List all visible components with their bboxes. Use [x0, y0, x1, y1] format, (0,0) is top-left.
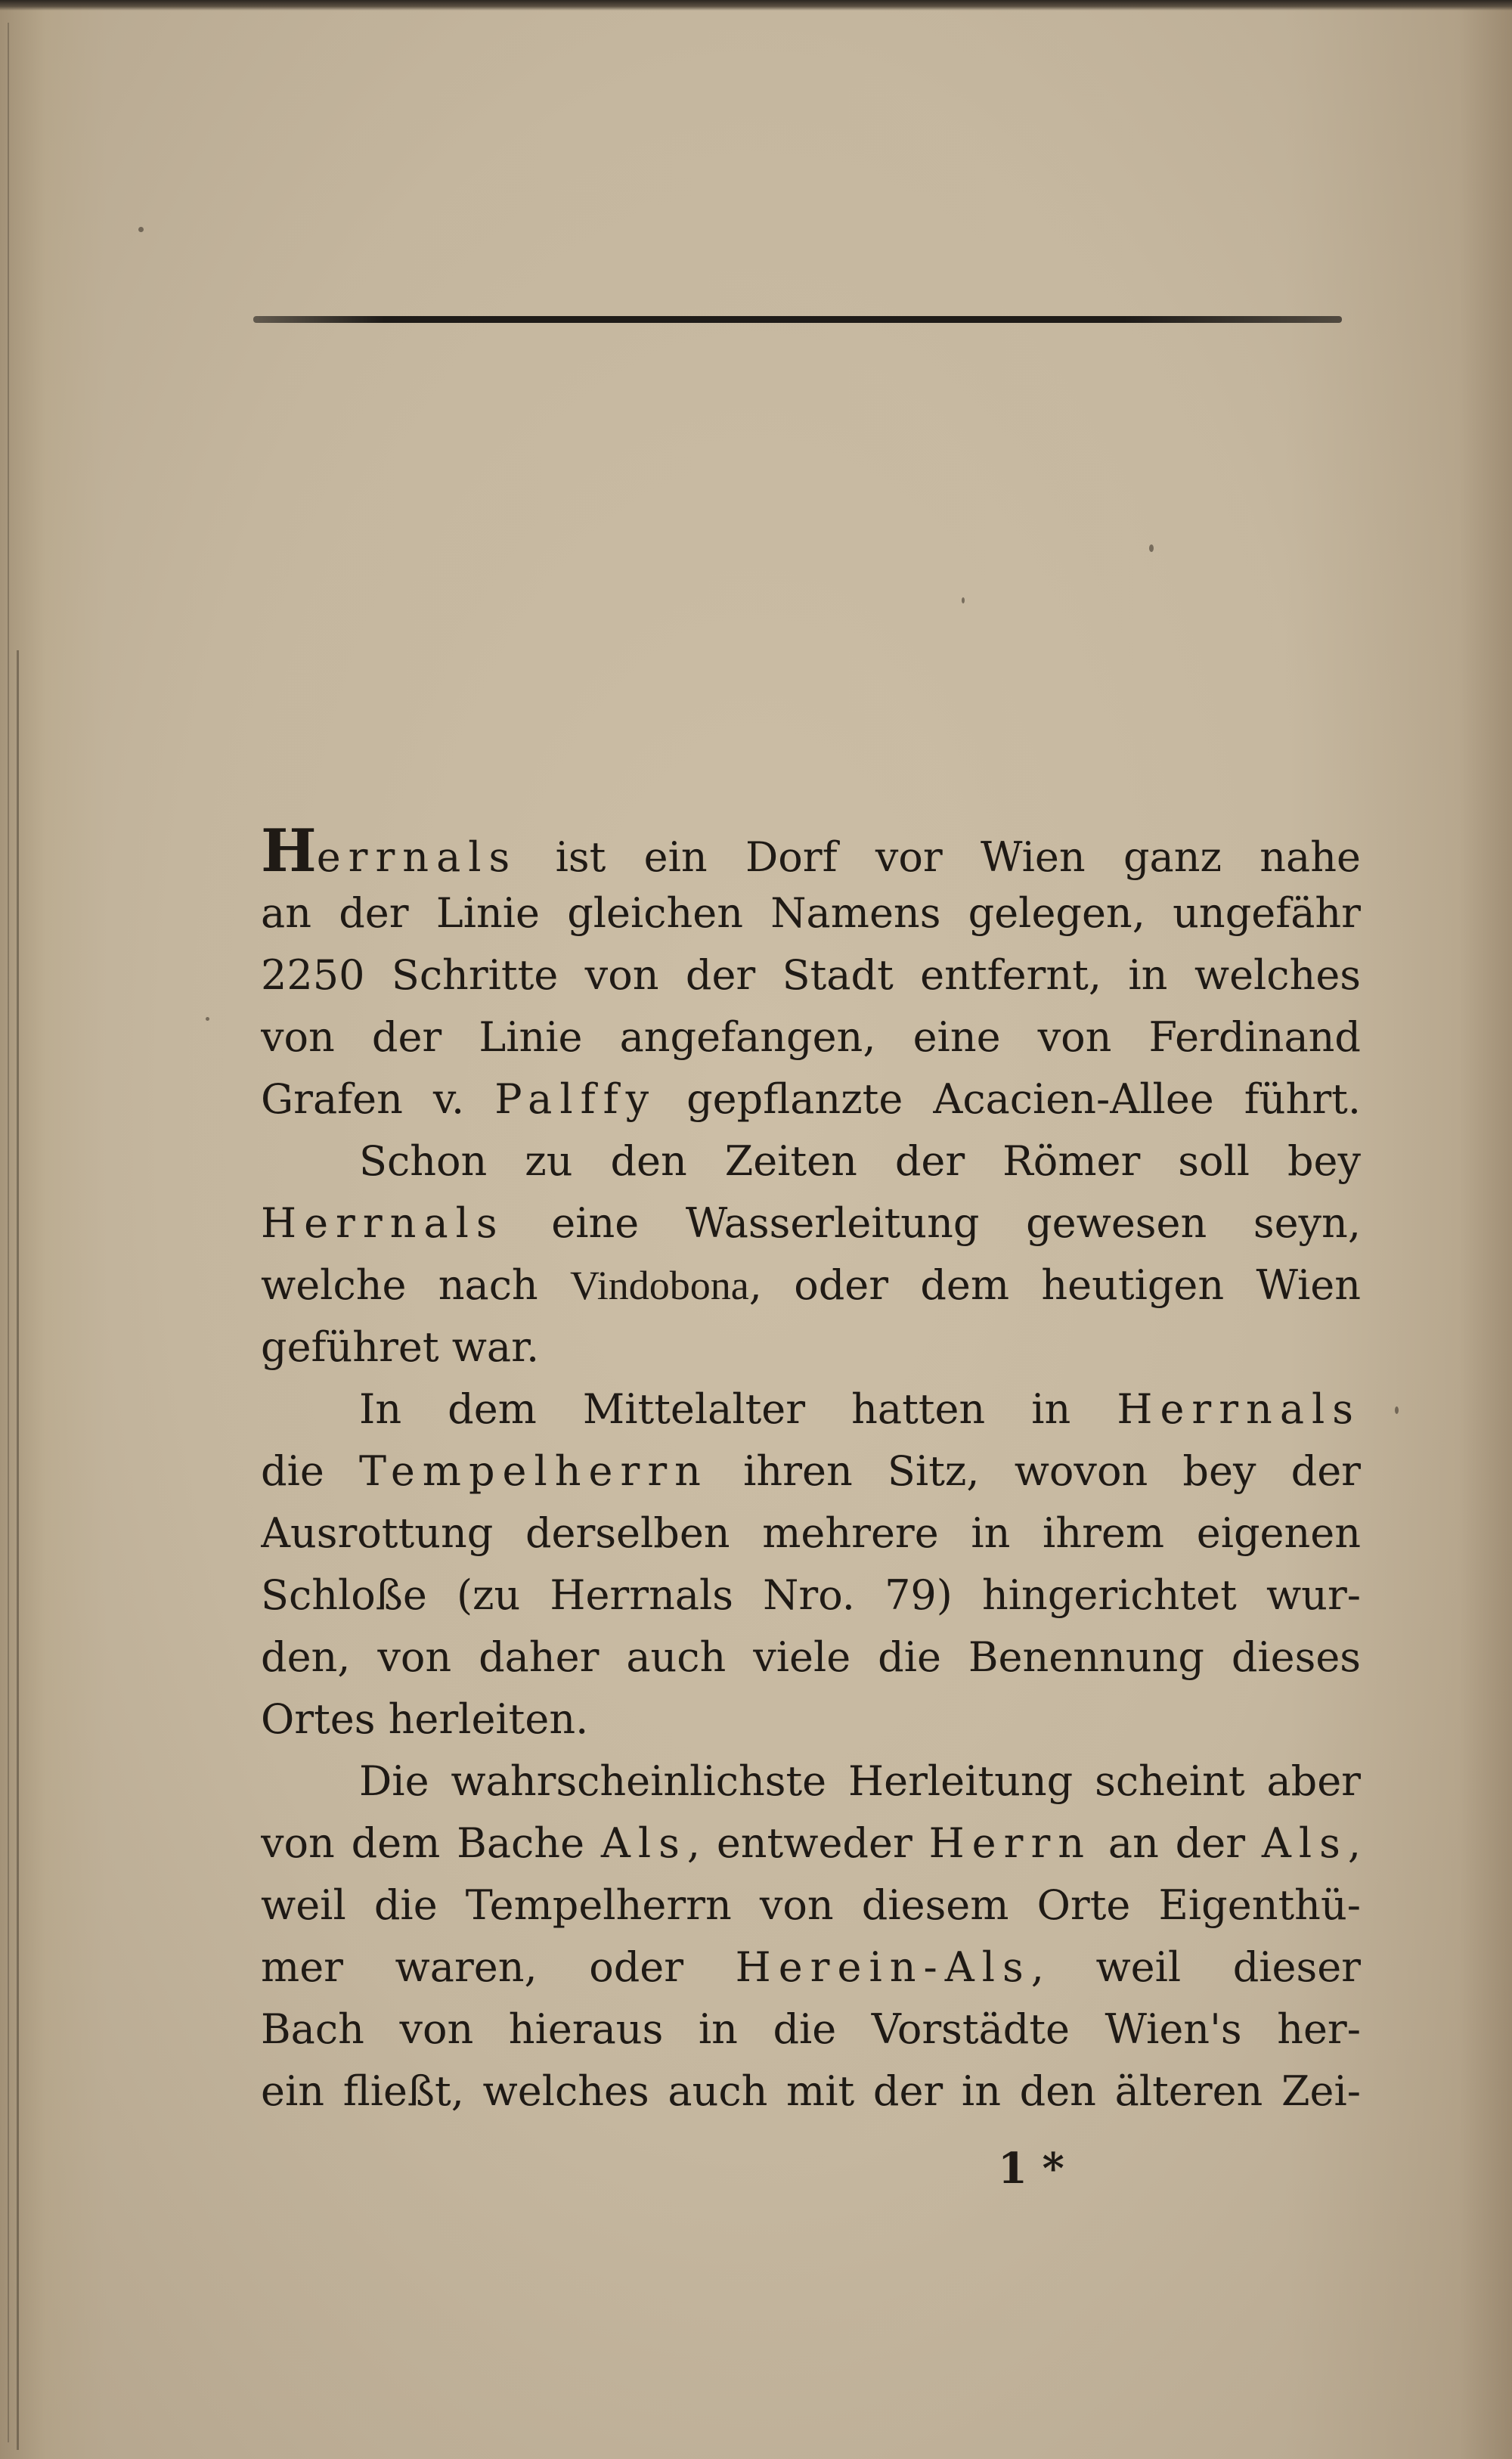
text-line — [261, 1192, 1361, 1254]
text-line — [261, 1812, 1361, 1874]
line-text: mer waren, oder — [261, 1943, 736, 1991]
text-line: den, von daher auch viele die Benennung dieses — [261, 1633, 1361, 1681]
text-line — [261, 1068, 1361, 1130]
line-text: ist ein Dorf vor Wien ganz nahe — [517, 833, 1361, 881]
text-line: an der Linie gleichen Namens gelegen, ungefähr — [261, 889, 1361, 937]
line-text: eine Wasserleitung gewesen seyn, — [504, 1199, 1361, 1247]
line-text: Grafen v. — [261, 1075, 495, 1123]
text-line: Schloße (zu Herrnals Nro. 79) hingerichtet wur- — [261, 1571, 1361, 1619]
header-rule — [253, 316, 1342, 323]
spaced-word: errnals — [316, 833, 518, 881]
initial-letter: H — [261, 820, 317, 882]
paper-speck — [962, 597, 965, 603]
line-text: an der — [1092, 1819, 1262, 1867]
paper-speck — [1395, 1406, 1399, 1414]
signature-mark: 1 * — [998, 2144, 1064, 2194]
text-line: geführet war. — [261, 1323, 540, 1371]
paper-speck — [206, 1017, 209, 1021]
line-text: gepflanzte Acacien-Allee führt. — [656, 1075, 1361, 1123]
line-text: , entweder — [686, 1819, 929, 1867]
latin-word: Vindobona — [570, 1263, 749, 1308]
text-line: ein fließt, welches auch mit der in den älteren Zei- — [261, 2067, 1361, 2115]
line-text: In dem Mittelalter hatten in — [359, 1385, 1117, 1433]
text-line — [261, 820, 1361, 882]
text-line: Die wahrscheinlichste Herleitung scheint aber — [359, 1757, 1361, 1805]
spaced-word: Als — [600, 1819, 687, 1867]
spaced-word: Herrnals — [261, 1199, 505, 1247]
text-line: 2250 Schritte von der Stadt entfernt, in welches — [261, 951, 1361, 999]
text-line — [261, 1937, 1361, 1999]
spaced-word: Herein-Als — [735, 1943, 1031, 1991]
paper-speck — [1149, 544, 1154, 552]
spaced-word: Als — [1261, 1819, 1348, 1867]
binding-edge — [8, 23, 9, 2442]
line-text: ihren Sitz, wovon bey der — [708, 1447, 1361, 1495]
spaced-word: Herrnals — [1117, 1385, 1361, 1433]
line-text: von dem Bache — [261, 1819, 601, 1867]
paper-speck — [138, 227, 144, 232]
line-text: welche nach — [261, 1261, 571, 1309]
margin-line — [17, 650, 19, 2450]
body-text — [261, 820, 1361, 2123]
line-text: , — [1347, 1819, 1361, 1867]
spaced-word: Tempelherrn — [359, 1447, 708, 1495]
text-line: Ausrottung derselben mehrere in ihrem eigenen — [261, 1509, 1361, 1557]
text-line — [261, 1378, 1361, 1440]
text-line: Bach von hieraus in die Vorstädte Wien's her- — [261, 2005, 1361, 2053]
text-line: von der Linie angefangen, eine von Ferdinand — [261, 1013, 1361, 1061]
text-line — [261, 1440, 1361, 1502]
text-line: Ortes herleiten. — [261, 1695, 589, 1743]
line-text: , oder dem heutigen Wien — [748, 1261, 1361, 1309]
spaced-word: Herrn — [928, 1819, 1092, 1867]
text-line: Schon zu den Zeiten der Römer soll bey — [359, 1137, 1361, 1185]
text-line — [261, 1254, 1361, 1316]
line-text: , weil dieser — [1030, 1943, 1361, 1991]
text-line: weil die Tempelherrn von diesem Orte Eigenthü- — [261, 1881, 1361, 1929]
line-text: die — [261, 1447, 359, 1495]
page-top-edge — [0, 0, 1512, 11]
spaced-word: Palffy — [494, 1075, 657, 1123]
